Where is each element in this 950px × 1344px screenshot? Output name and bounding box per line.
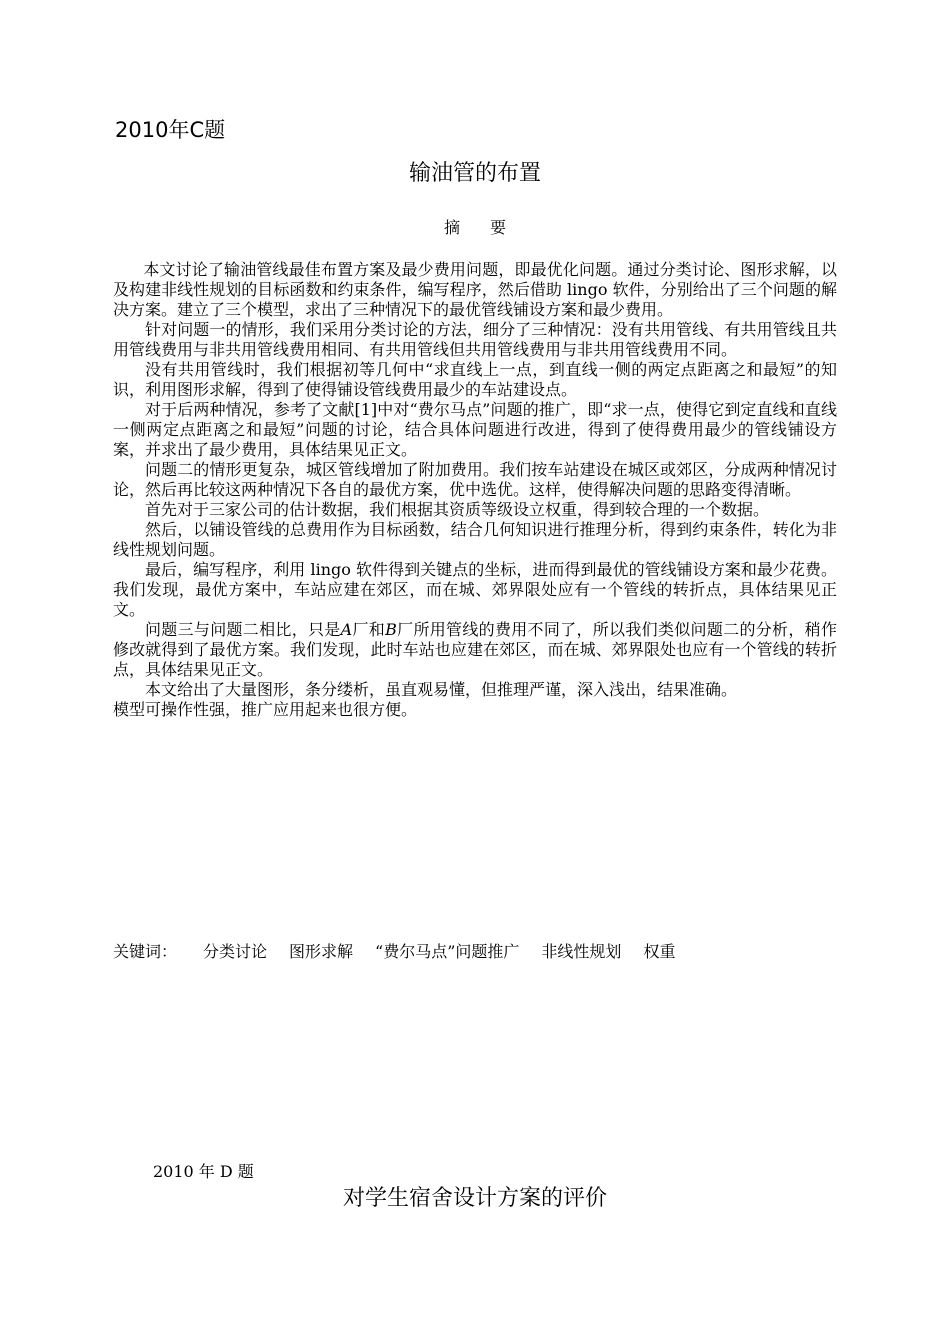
keyword-item: 图形求解	[289, 942, 354, 961]
keyword-item: 分类讨论	[203, 942, 268, 961]
abstract-paragraph: 本文给出了大量图形，条分缕析，虽直观易懂，但推理严谨，深入浅出，结果准确。	[145, 680, 738, 699]
abstract-paragraph: 然后，以铺设管线的总费用作为目标函数，结合几何知识进行推理分析，得到约束条件，转化为非线性规划问题。	[113, 520, 837, 559]
text-span: 厂和	[352, 620, 386, 639]
text-span: 厂所用管线的费用不同了，所以我们类似问题二的分析，稍作修改就得到了最优方案。我们发现，此时车站也应建在郊区，而在城、郊界限处也应有一个管线的转折点，具体结果见正文。	[113, 620, 837, 679]
paper-title: 输油管的布置	[408, 161, 541, 186]
abstract-paragraph: 对于后两种情况，参考了文献[1]中对“费尔马点”问题的推广，即“求一点，使得它到定直线和直线一侧两定点距离之和最短”问题的讨论，结合具体问题进行改进，得到了使得费用最少的管线铺设方案，并求出了最少费用，具体结果见正文。	[113, 400, 837, 459]
abstract-paragraph: 最后，编写程序，利用 lingo 软件得到关键点的坐标，进而得到最优的管线铺设方案和最少花费。我们发现，最优方案中，车站应建在郊区，而在城、郊界限处应有一个管线的转折点，具体结果见正文。	[113, 560, 837, 619]
keyword-item: 权重	[643, 942, 676, 961]
abstract-paragraph: 针对问题一的情形，我们采用分类讨论的方法，细分了三种情况：没有共用管线、有共用管线且共用管线费用与非共用管线费用相同、有共用管线但共用管线费用与非共用管线费用不同。	[113, 320, 837, 359]
abstract-body	[113, 260, 837, 720]
keyword-item: “费尔马点”问题推广	[375, 942, 520, 961]
math-variable-a: A	[340, 620, 353, 639]
keyword-item: 非线性规划	[541, 942, 622, 961]
next-paper-title: 对学生宿舍设计方案的评价	[342, 1186, 607, 1211]
abstract-paragraph-problem-three	[113, 620, 837, 680]
abstract-paragraph: 本文讨论了输油管线最佳布置方案及最少费用问题，即最优化问题。通过分类讨论、图形求解，以及构建非线性规划的目标函数和约束条件，编写程序，然后借助 lingo 软件，分别给出了三个问题的解决方案。建立了三个模型，求出了三种情况下的最优管线铺设方案和最少费用。	[113, 260, 837, 319]
abstract-paragraph: 没有共用管线时，我们根据初等几何中“求直线上一点，到直线一侧的两定点距离之和最短”的知识，利用图形求解，得到了使得铺设管线费用最少的车站建设点。	[113, 360, 837, 399]
keywords-label: 关键词：	[113, 942, 178, 961]
abstract-heading: 摘要	[443, 218, 536, 237]
keywords	[113, 940, 697, 964]
problem-label: 2010年C题	[115, 118, 226, 142]
text-span: 问题三与问题二相比，只是	[145, 620, 341, 639]
abstract-paragraph: 模型可操作性强，推广应用起来也很方便。	[113, 700, 418, 719]
next-problem-label: 2010 年 D 题	[153, 1162, 254, 1181]
abstract-paragraph: 问题二的情形更复杂，城区管线增加了附加费用。我们按车站建设在城区或郊区，分成两种情况讨论，然后再比较这两种情况下各自的最优方案，优中选优。这样，使得解决问题的思路变得清晰。	[113, 460, 837, 499]
math-variable-b: B	[385, 620, 397, 639]
abstract-paragraph: 首先对于三家公司的估计数据，我们根据其资质等级设立权重，得到较合理的一个数据。	[145, 500, 770, 519]
